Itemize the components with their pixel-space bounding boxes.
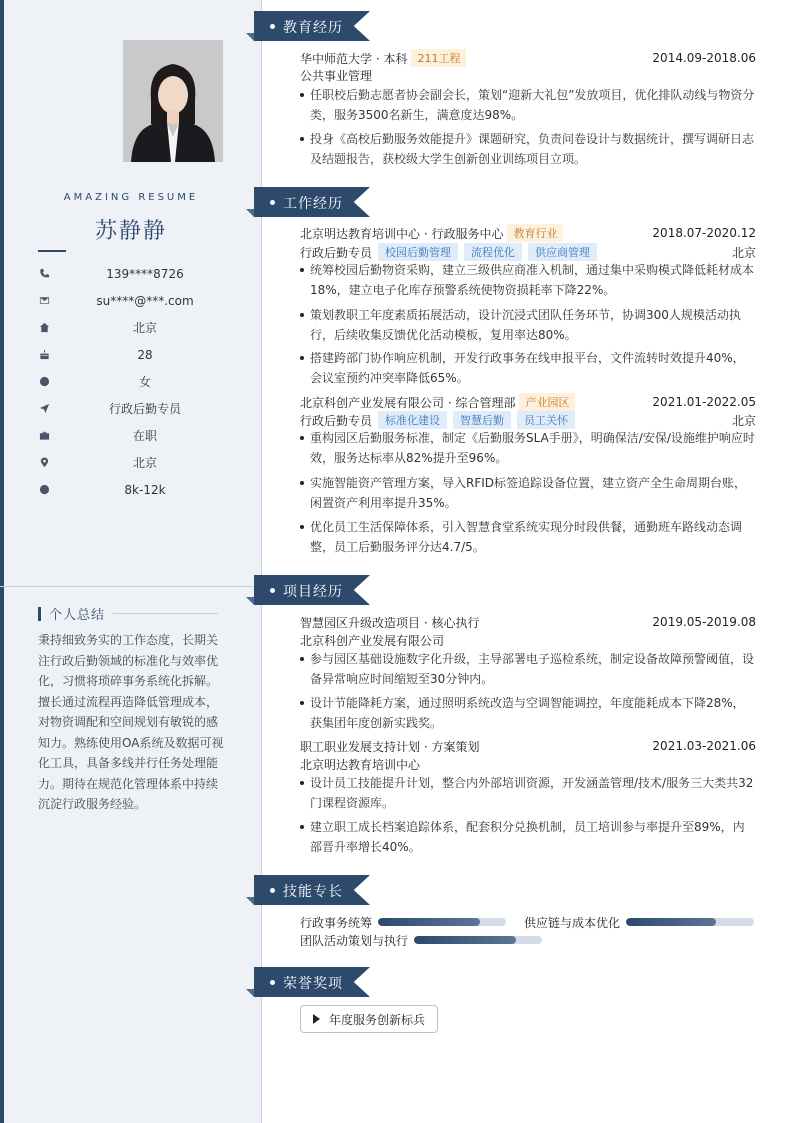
education-major: 公共事业管理 [300, 68, 373, 83]
briefcase-icon [38, 430, 50, 442]
summary-heading-line [113, 613, 218, 614]
cake-icon [38, 349, 50, 361]
contact-info-list [38, 260, 240, 503]
email-value: su****@***.com [96, 293, 194, 308]
skill-name: 供应链与成本优化 [524, 915, 621, 930]
header-dot [270, 588, 275, 593]
skill-item [300, 931, 542, 949]
job-bullet: 优化员工生活保障体系，引入智慧食堂系统实现分时段供餐，通勤班车路线动态调整，员工后勤服务评分达4.7/5。 [300, 517, 756, 557]
skill-tag: 流程优化 [464, 243, 522, 261]
section-title: 项目经历 [283, 584, 343, 600]
section-title: 荣誉奖项 [283, 976, 343, 992]
section-skills-header [254, 875, 370, 905]
skill-name: 行政事务统筹 [300, 915, 373, 930]
section-title: 工作经历 [283, 196, 343, 212]
skill-item [524, 913, 754, 931]
skill-tag: 员工关怀 [517, 411, 575, 429]
gender-value: 女 [138, 375, 151, 389]
header-fold [246, 209, 254, 217]
info-position [38, 395, 240, 422]
info-age [38, 341, 240, 368]
section-education-header [254, 11, 370, 41]
school-name: 华中师范大学 · 本科 [300, 51, 408, 66]
skill-name: 团队活动策划与执行 [300, 933, 409, 948]
skill-level-fill [378, 918, 480, 926]
skill-tag: 智慧后勤 [453, 411, 511, 429]
company-name: 北京明达教育培训中心 · 行政服务中心 [300, 226, 504, 241]
phone-icon [38, 268, 50, 280]
job-bullet: 实施智能资产管理方案，导入RFID标签追踪设备位置，建立资产全生命周期台账，闲置资产利用率提升35%。 [300, 473, 756, 513]
phone-value: 139****8726 [106, 266, 184, 281]
name-underline [38, 250, 66, 252]
info-gender [38, 368, 240, 395]
skill-level-fill [626, 918, 716, 926]
header-fold [246, 989, 254, 997]
residence-value: 北京 [132, 321, 157, 335]
sidebar-divider [0, 586, 262, 587]
job-entry [300, 224, 756, 242]
section-honors-header [254, 967, 370, 997]
face-icon [38, 376, 50, 388]
info-work-city [38, 449, 240, 476]
skill-level-track [378, 918, 506, 926]
header-fold [246, 33, 254, 41]
job-bullet: 策划教职工年度素质拓展活动，设计沉浸式团队任务环节，协调300人规模活动执行，后续收集反馈优化活动模板，复用率达80%。 [300, 305, 756, 345]
company-name: 北京科创产业发展有限公司 · 综合管理部 [300, 395, 516, 410]
header-fold [246, 597, 254, 605]
school-tag: 211工程 [411, 49, 466, 67]
skill-level-fill [414, 936, 516, 944]
project-date: 2021.03-2021.06 [652, 739, 756, 753]
education-bullet: 投身《高校后勤服务效能提升》课题研究，负责问卷设计与数据统计，撰写调研日志及结题报告，获校级大学生创新创业训练项目立项。 [300, 129, 756, 169]
project-bullet: 设计员工技能提升计划，整合内外部培训资源，开发涵盖管理/技术/服务三大类共32门课程资源库。 [300, 773, 756, 813]
location-pin-icon [38, 457, 50, 469]
status-value: 在职 [132, 429, 157, 443]
header-fold [246, 897, 254, 905]
project-org: 北京明达教育培训中心 [300, 757, 421, 772]
education-bullet: 任职校后勤志愿者协会副会长，策划“迎新大礼包”发放项目，优化排队动线与物资分类，服务3500名新生，满意度达98%。 [300, 85, 756, 125]
header-dot [270, 24, 275, 29]
honor-badge [300, 1005, 438, 1033]
summary-heading [38, 604, 218, 623]
candidate-name: 苏静静 [94, 219, 167, 244]
project-date: 2019.05-2019.08 [652, 615, 756, 629]
skill-level-track [414, 936, 542, 944]
honor-name: 年度服务创新标兵 [329, 1012, 426, 1027]
job-bullet: 搭建跨部门协作响应机制，开发行政事务在线申报平台，文件流转时效提升40%，会议室预约冲突率降低65%。 [300, 348, 756, 388]
job-city: 北京 [731, 245, 756, 260]
job-role-line [300, 411, 756, 429]
info-salary [38, 476, 240, 503]
job-entry [300, 393, 756, 411]
info-email [38, 287, 240, 314]
salary-icon [38, 484, 50, 496]
skill-item [300, 913, 506, 931]
send-icon [38, 403, 50, 415]
header-dot [270, 980, 275, 985]
skill-tag: 供应商管理 [528, 243, 597, 261]
job-role: 行政后勤专员 [300, 245, 373, 260]
industry-tag: 教育行业 [507, 224, 563, 242]
info-status [38, 422, 240, 449]
header-dot [270, 200, 275, 205]
age-value: 28 [137, 347, 153, 362]
job-bullet: 统筹校园后勤物资采购，建立三级供应商准入机制，通过集中采购模式降低耗材成本18%，建立电子化库存预警系统使物资损耗率下降22%。 [300, 260, 756, 300]
info-phone [38, 260, 240, 287]
salary-value: 8k-12k [124, 482, 166, 497]
play-triangle-icon [313, 1014, 320, 1024]
job-role: 行政后勤专员 [300, 413, 373, 428]
section-title: 教育经历 [283, 20, 343, 36]
project-entry [300, 613, 756, 631]
job-city: 北京 [731, 413, 756, 428]
work-city-value: 北京 [132, 456, 157, 470]
mail-icon [38, 295, 50, 307]
sidebar [0, 0, 262, 1123]
project-org: 北京科创产业发展有限公司 [300, 633, 445, 648]
resume-tagline: AMAZING RESUME [63, 192, 199, 203]
project-entry [300, 737, 756, 755]
project-bullet: 建立职工成长档案追踪体系，配套积分兑换机制，员工培训参与率提升至89%，内部晋升率增长40%。 [300, 817, 756, 857]
section-title: 技能专长 [283, 884, 343, 900]
job-date: 2018.07-2020.12 [652, 226, 756, 240]
summary-title: 个人总结 [49, 608, 106, 623]
summary-heading-bar [38, 607, 41, 621]
profile-photo [123, 40, 223, 162]
home-icon [38, 322, 50, 334]
skill-tag: 校园后勤管理 [378, 243, 458, 261]
header-dot [270, 888, 275, 893]
sidebar-accent-bar [0, 0, 4, 1123]
education-date: 2014.09-2018.06 [652, 51, 756, 65]
skill-tag: 标准化建设 [378, 411, 447, 429]
job-date: 2021.01-2022.05 [652, 395, 756, 409]
education-entry [300, 49, 756, 67]
job-bullet: 重构园区后勤服务标准，制定《后勤服务SLA手册》，明确保洁/安保/设施维护响应时效，服务达标率从82%提升至96%。 [300, 428, 756, 468]
project-name: 职工职业发展支持计划 · 方案策划 [300, 739, 480, 754]
project-name: 智慧园区升级改造项目 · 核心执行 [300, 615, 480, 630]
job-role-line [300, 243, 756, 261]
industry-tag: 产业园区 [519, 393, 575, 411]
project-bullet: 参与园区基础设施数字化升级，主导部署电子巡检系统，制定设备故障预警阈值，设备异常响应时间缩短至30分钟内。 [300, 649, 756, 689]
position-value: 行政后勤专员 [108, 402, 181, 416]
project-bullet: 设计节能降耗方案，通过照明系统改造与空调智能调控，年度能耗成本下降28%，获集团年度创新实践奖。 [300, 693, 756, 733]
summary-text: 秉持细致务实的工作态度，长期关注行政后勤领域的标准化与效率优化，习惯将琐碎事务系统化拆解。擅长通过流程再造降低管理成本，对物资调配和空间规划有敏锐的感知力。熟练使用OA系统及数据可视化工具，具备多线并行任务处理能力。期待在规范化管理体系中持续沉淀行政服务经验。 [38, 633, 224, 811]
skill-level-track [626, 918, 754, 926]
info-residence [38, 314, 240, 341]
section-work-header [254, 187, 370, 217]
section-projects-header [254, 575, 370, 605]
